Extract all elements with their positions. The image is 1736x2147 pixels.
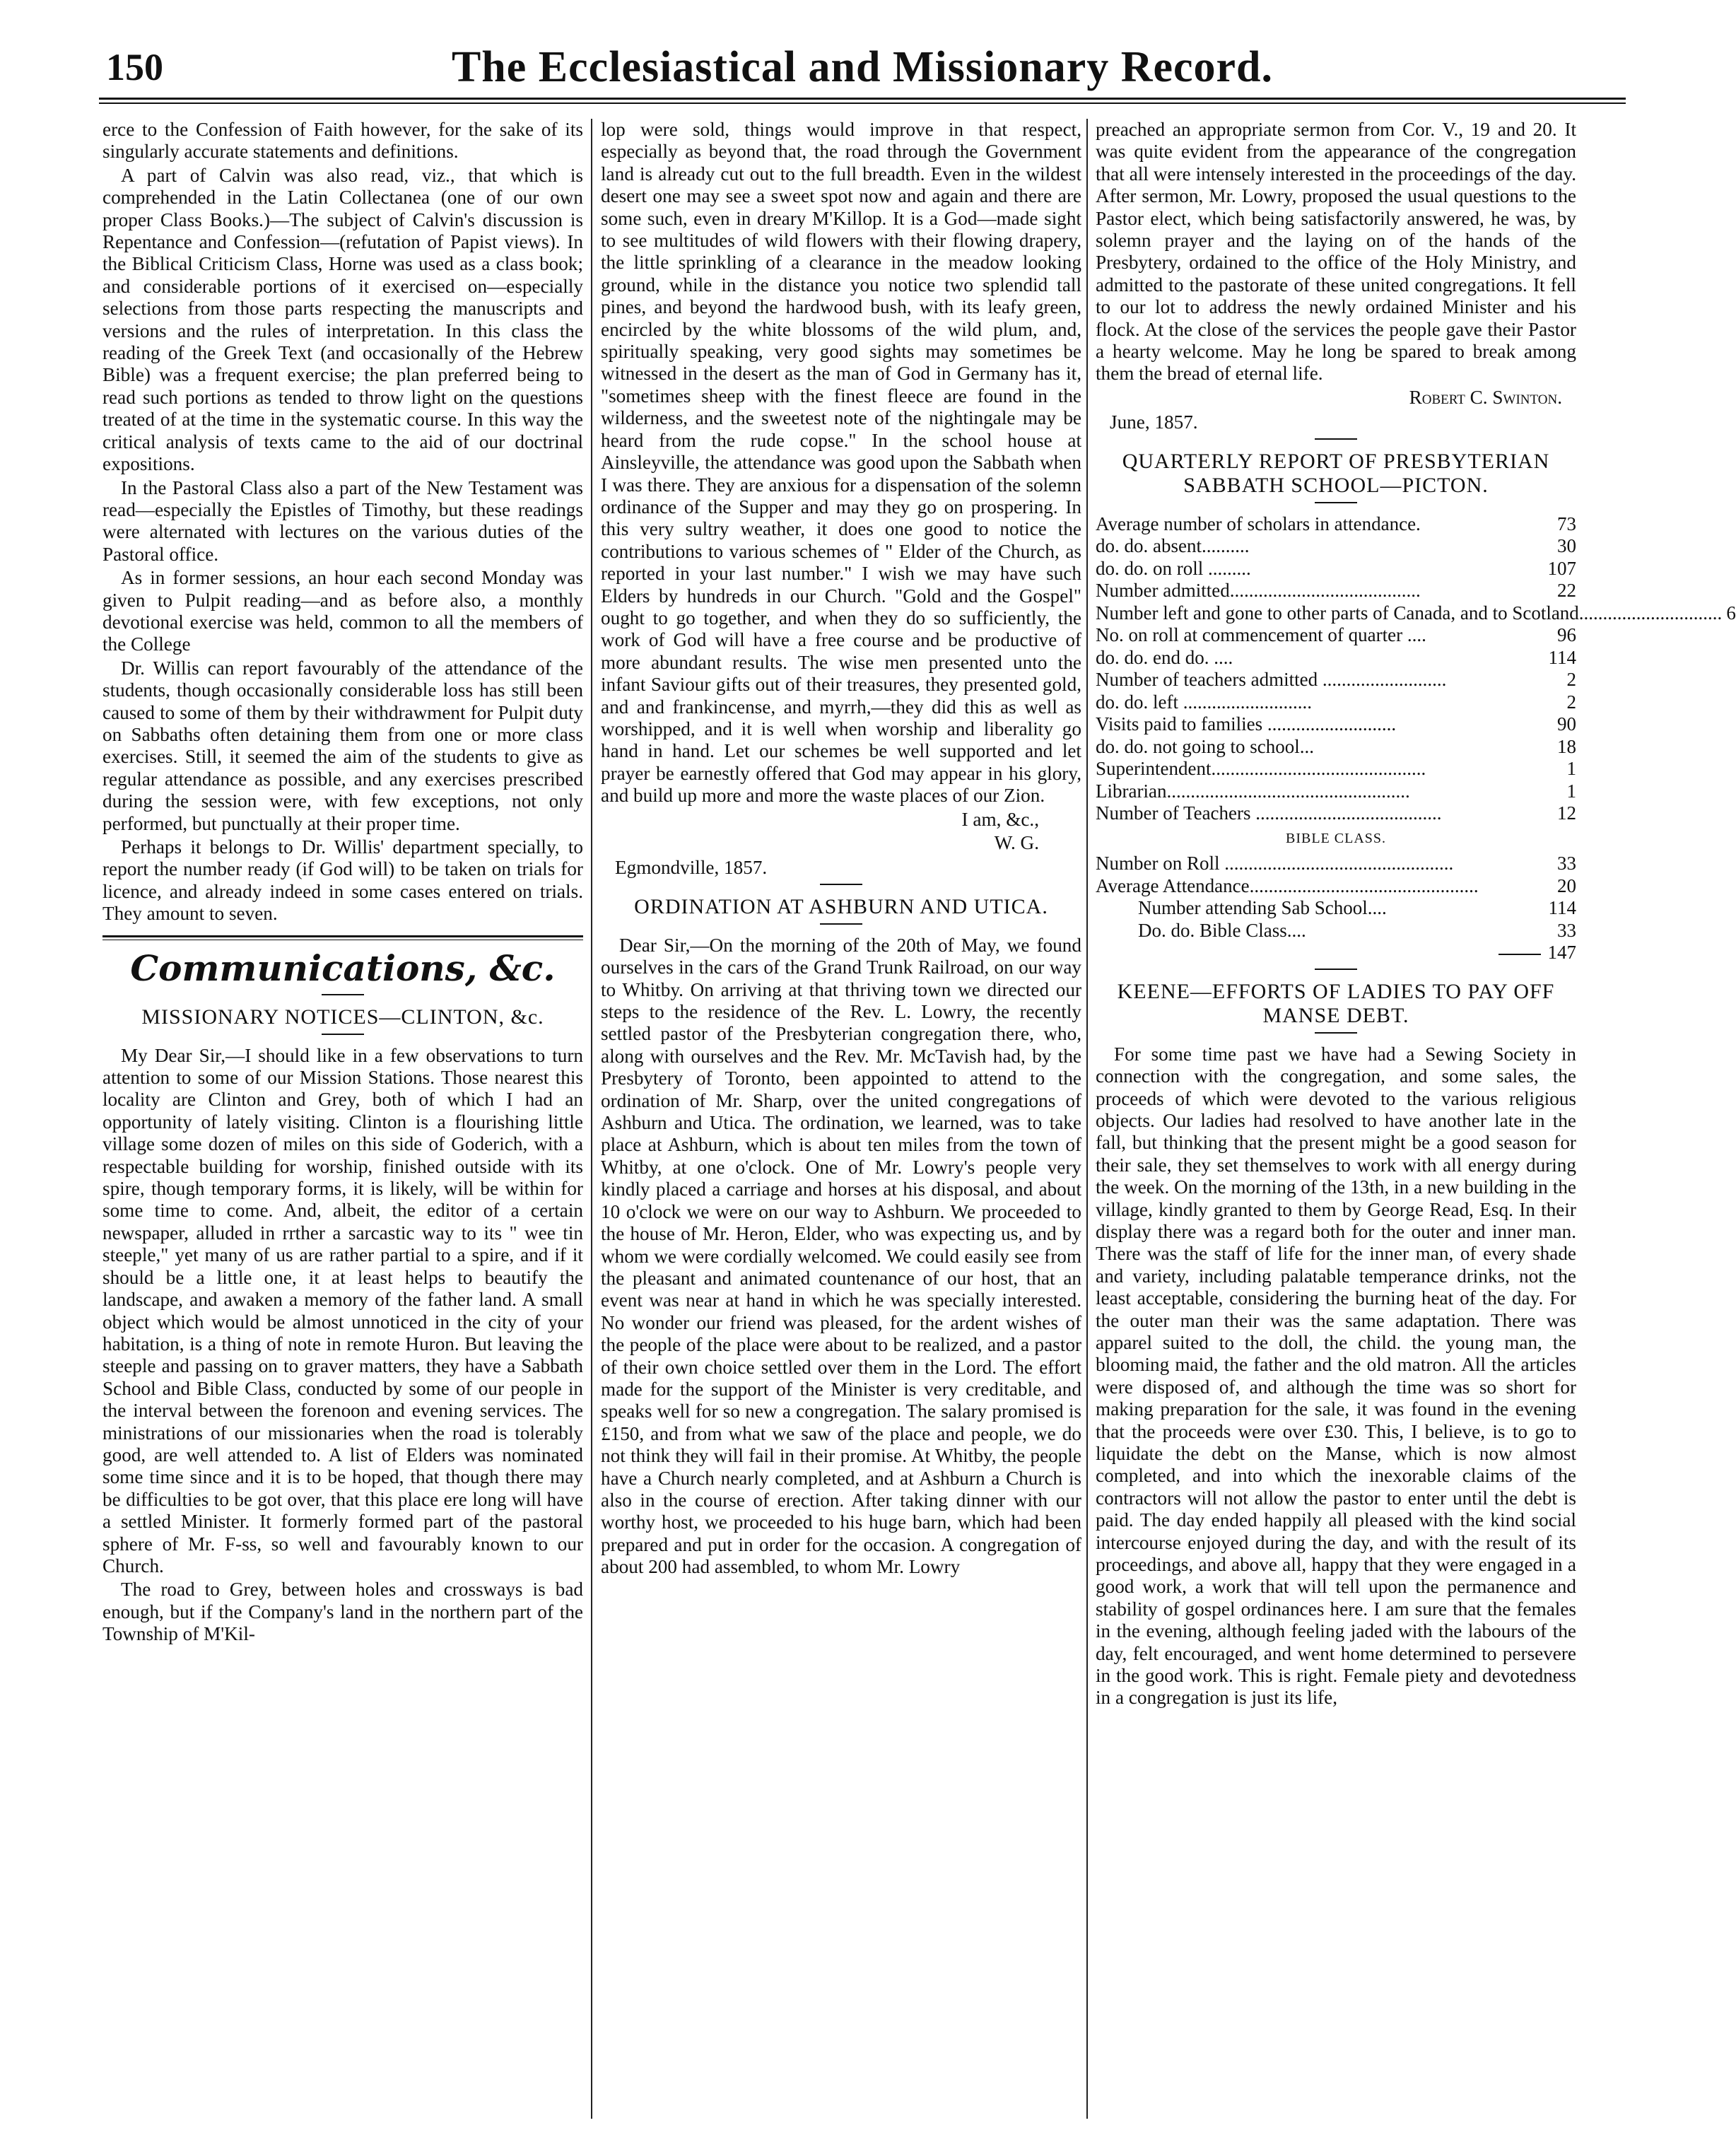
short-rule xyxy=(1315,438,1357,440)
short-rule xyxy=(322,1034,364,1035)
article-heading: MISSIONARY NOTICES—CLINTON, &c. xyxy=(141,1005,544,1029)
column-divider xyxy=(1086,119,1088,2119)
article-heading: KEENE—EFFORTS OF LADIES TO PAY OFF MANSE DEBT. xyxy=(1117,979,1555,1027)
paragraph: For some time past we have had a Sewing Society in connection with the congregation, and some sales, the proceeds of which were devoted to the various religious objects. Our ladies had resolved to have another late in the fall, but thinking that the present might be a good season for their sale, they set themselves to work with all energy during the week. On the morning of the 13th, in a new building in the village, kindly granted to them by George Read, Esq. In their display there was a regard both for the outer and inner man. There was the staff of life for the inner man, of every shade and variety, including palatable temperance drinks, not the least acceptable, considering the burning heat of the day. For the outer man their was the same adaptation. There was apparel suited to the doll, the child. the young man, the blooming maid, the father and the old matron. All the articles were disposed of, and although the time was so short for making preparation for the sale, it was found in the evening that the proceeds were over £30. This, I believe, is to go to liquidate the debt on the Manse, which is now almost completed, and into which the inexorable claims of the contractors will not allow the pastor to enter until the debt is paid. The day ended happily all pleased with the kind social intercourse enjoyed during the day, and with the result of its proceedings, and above all, happy that they were engaged in a good work, a work that will tell upon the permanence and stability of gospel ordinances here. I am sure that the females in the evening, although feeling jaded with the labours of the day, felt encouraged, and went home determined to persevere in the good work. This is right. Female piety and devotedness in a congregation is just its life, xyxy=(1096,1043,1576,1709)
signature-line: Robert C. Swinton. xyxy=(1409,386,1562,408)
total-value xyxy=(1499,942,1577,964)
short-rule xyxy=(820,884,862,885)
bible-class-rows xyxy=(1096,853,1576,897)
total-rule xyxy=(1499,954,1541,955)
report-row xyxy=(1096,647,1576,669)
report-row xyxy=(1096,920,1576,942)
report-row xyxy=(1096,853,1576,875)
row-value: 18 xyxy=(1557,735,1576,757)
signature-line: I am, &c., xyxy=(961,808,1039,830)
row-value: 96 xyxy=(1557,624,1576,646)
report-row xyxy=(1096,535,1576,558)
row-label: Number admitted........................................ xyxy=(1096,580,1421,602)
report-row xyxy=(1096,897,1576,920)
report-row xyxy=(1096,513,1576,536)
row-label: Superintendent............................................. xyxy=(1096,758,1426,780)
column-3 xyxy=(1096,119,1736,2119)
column-2 xyxy=(601,119,1081,2119)
article-heading: ORDINATION AT ASHBURN AND UTICA. xyxy=(634,894,1048,918)
report-row xyxy=(1096,624,1576,647)
subheading: BIBLE CLASS. xyxy=(1285,830,1387,846)
row-label: do. do. left ........................... xyxy=(1096,691,1312,713)
paragraph: A part of Calvin was also read, viz., that which is comprehended in the Latin Collectanea (one of our own proper Class Books.)—The subject of Calvin's discussion is Repentance and Confession—(refutation of Papist views). In the Biblical Criticism Class, Horne was used as a class book; and considerable portions of it exercised on—especially selections from those parts respecting the manuscripts and versions and the rules of interpretation. In this class the reading of the Greek Text (and occasionally of the Hebrew Bible) was a frequent exercise; the plan preferred being to read such portions as tended to throw light on the questions treated of at the time in the systematic course. In this way the critical analysis of texts came to the aid of our doctrinal expositions. xyxy=(102,164,583,475)
row-label: Number left and gone to other parts of Canada, and to Scotland.............................. xyxy=(1096,602,1723,624)
paragraph: Dr. Willis can report favourably of the attendance of the students, though occasionally considerable loss has still been caused to some of them by their withdrawment for Pulpit duty on Sabbaths often detaining them from one or more class exercises. Still, it seemed the aim of the students to give as regular attendance as possible, and any exercises prescribed during the session were, with few exceptions, not only performed, but punctually at their proper time. xyxy=(102,657,583,834)
paragraph: In the Pastoral Class also a part of the New Testament was read—especially the Epistles of Timothy, but these readings were alternated with lectures on the various duties of the Pastoral office. xyxy=(102,476,583,565)
paragraph: Perhaps it belongs to Dr. Willis' department specially, to report the number ready (if God will) to be taken on trials for licence, and already indeed in some cases entered on trials. They amount to seven. xyxy=(102,836,583,925)
report-row xyxy=(1096,875,1576,898)
section-title: Communications, &c. xyxy=(130,947,556,989)
paragraph: As in former sessions, an hour each second Monday was given to Pulpit reading—and as before also, a monthly devotional exercise was held, common to all the members of the College xyxy=(102,567,583,655)
row-label: Visits paid to families ........................... xyxy=(1096,713,1397,735)
row-label: Number of teachers admitted .......................... xyxy=(1096,669,1447,691)
row-value: 2 xyxy=(1566,691,1576,713)
row-value: 6 xyxy=(1726,602,1736,624)
row-value: 12 xyxy=(1557,802,1576,824)
row-label: do. do. on roll ......... xyxy=(1096,557,1251,579)
row-value: 114 xyxy=(1548,646,1576,668)
short-rule xyxy=(1315,1032,1357,1034)
row-label: Number on Roll ................................................ xyxy=(1096,853,1454,874)
paragraph: preached an appropriate sermon from Cor. V., 19 and 20. It was quite evident from the appearance of the congregation that all were intensely interested in the proceedings of the day. After sermon, Mr. Lowry, proposed the usual questions to the Pastor elect, which being satisfactorily answered, he was, by solemn prayer and the laying on of the hands of the Presbytery, ordained to the office of the Holy Ministry, and admitted to the pastorate of these united congregations. It fell to our lot to address the newly ordained Minister and his flock. At the close of the services the people gave their Pastor a hearty welcome. May he long be spared to break among them the bread of eternal life. xyxy=(1096,119,1576,385)
row-label: Number of Teachers ....................................... xyxy=(1096,802,1442,824)
row-value: 33 xyxy=(1557,919,1576,941)
row-value: 107 xyxy=(1547,557,1576,579)
paragraph: lop were sold, things would improve in that respect, especially as beyond that, the road through the Government land is already cut out to the full breadth. Even in the wildest desert one may see a sweet spot now and again and there are some such, even in dreary M'Killop. It is a God—made sight to see multitudes of wild flowers with their flowing drapery, the little sprinkling of a clearance in the meadow looking ground, while in the distance you notice two splendid tall pines, and beyond the hardwood bush, with its leafy green, encircled by the white blossoms of the wild plum, and, spiritually speaking, very good sights may sometimes be witnessed in the desert as the man of God in Germany has it, "sometimes sheep with the finest fleece are found in the wilderness, and the sweetest note of the nightingale may be heard from the rude copse." In the school house at Ainsleyville, the attendance was good upon the Sabbath when I was there. They are anxious for a dispensation of the solemn ordinance of the Supper and may they go on prospering. In this very sultry weather, it does one good to notice the contributions to various schemes of " Elder of the Church, as reported in your last number." I wish we may have such Elders by hundreds in our Church. "Gold and the Gospel" ought to go together, and when they do so sufficiently, the work of God will have a free course and be productive of more abundant results. The wise men presented unto the infant Saviour gifts out of their treasures, they presented gold, and and frankincense, and myrrh,—they did this as well as worshipped, and it is well when worship and liberality go hand in hand. Let our schemes be well supported and let prayer be earnestly offered that God may appear in his glory, and build up more and more the waste places of our Zion. xyxy=(601,119,1081,807)
paragraph: Dear Sir,—On the morning of the 20th of May, we found ourselves in the cars of the Grand Trunk Railroad, on our way to Whitby. On arriving at that thriving town we directed our steps to the residence of the Rev. L. Lowry, the recently settled pastor of the Presbyterian congregation there, who, along with ourselves and the Rev. Mr. McTavish had, by the Presbytery of Toronto, been appointed to attend to the ordination of Mr. Sharp, over the united congregations of Ashburn and Utica. The ordination, we learned, was to take place at Ashburn, which is about ten miles from the town of Whitby, at one o'clock. One of Mr. Lowry's people very kindly placed a carriage and horses at his disposal, and about 10 o'clock we were on our way to Ashburn. We proceeded to the house of Mr. Heron, Elder, who was expecting us, and by whom we were cordially welcomed. We could easily see from the pleasant and animated countenance of our host, that an event was near at hand in which he was specially interested. No wonder our friend was pleased, for the ardent wishes of the people of the place were about to be realized, and a pastor of their own choice settled over them in the Lord. The effort made for the support of the Minister is very creditable, and speaks well for so new a congregation. The salary promised is £150, and from what we saw of the place and people, we do not think they will fail in their promise. At Whitby, the people have a Church nearly completed, and at Ashburn a Church is also in the course of erection. After taking dinner with our worthy host, we proceeded to his huge barn, which had been prepared and put in order for the occasion. A congregation of about 200 had assembled, to whom Mr. Lowry xyxy=(601,934,1081,1578)
signature-initials: W. G. xyxy=(994,832,1039,853)
report-row xyxy=(1096,736,1576,759)
row-value: 114 xyxy=(1548,897,1576,919)
row-value: 2 xyxy=(1566,669,1576,691)
row-value: 1 xyxy=(1566,758,1576,780)
column-1 xyxy=(102,119,583,2119)
row-value: 33 xyxy=(1557,853,1576,874)
report-table xyxy=(1096,513,1736,964)
report-total-row xyxy=(1096,942,1576,964)
section-rule xyxy=(102,935,583,940)
page-header xyxy=(99,42,1626,99)
row-label: No. on roll at commencement of quarter .... xyxy=(1096,624,1426,646)
column-divider xyxy=(591,119,592,2119)
report-row xyxy=(1096,780,1576,803)
row-label: do. do. not going to school... xyxy=(1096,735,1314,757)
paragraph: The road to Grey, between holes and crossways is bad enough, but if the Company's land in the northern part of the Township of M'Kil- xyxy=(102,1579,583,1645)
report-rows xyxy=(1096,513,1736,825)
report-row xyxy=(1096,669,1576,691)
row-label: Average number of scholars in attendance. xyxy=(1096,513,1421,534)
dateline: June, 1857. xyxy=(1110,411,1198,433)
short-rule xyxy=(1315,502,1357,503)
paragraph: erce to the Confession of Faith however, for the sake of its singularly accurate statements and definitions. xyxy=(102,119,583,163)
row-value: 20 xyxy=(1557,874,1576,896)
report-row xyxy=(1096,602,1736,625)
row-value: 22 xyxy=(1557,580,1576,602)
report-row xyxy=(1096,758,1576,780)
row-label: do. do. absent.......... xyxy=(1096,535,1250,557)
short-rule xyxy=(322,994,364,995)
row-value: 73 xyxy=(1557,513,1576,534)
dateline: Egmondville, 1857. xyxy=(615,857,768,879)
short-rule xyxy=(820,923,862,925)
report-row xyxy=(1096,580,1576,602)
row-label: Do. do. Bible Class.... xyxy=(1138,919,1306,941)
running-title: The Ecclesiastical and Missionary Record. xyxy=(451,43,1274,91)
report-row xyxy=(1096,558,1576,580)
short-rule xyxy=(1315,969,1357,970)
row-label: Librarian................................................... xyxy=(1096,780,1410,802)
report-row xyxy=(1096,691,1576,714)
total-number: 147 xyxy=(1547,942,1576,964)
row-label: do. do. end do. .... xyxy=(1096,646,1233,668)
row-label: Average Attendance................................................ xyxy=(1096,874,1479,896)
row-value: 90 xyxy=(1557,713,1576,735)
report-row xyxy=(1096,802,1576,825)
page-number: 150 xyxy=(106,46,163,88)
row-label: Number attending Sab School.... xyxy=(1138,897,1387,919)
paragraph: My Dear Sir,—I should like in a few observations to turn attention to some of our Mission Stations. Those nearest this locality are Clinton and Grey, both of which I had an opportunity of lately visiting. Clinton is a flourishing little village some dozen of miles on this side of Goderich, with a respectable building for worship, finished outside with its spire, though temporary forms, it is likely, will be within for some time to come. And, albeit, the editor of a certain newspaper, alluded in rrther a sarcastic way to its " wee tin steeple," yet many of us are rather partial to a spire, and if it should be a little one, it at least helps to beautify the landscape, and awaken a memory of the father land. A small object which would be almost unnoticed in the city of your habitation, is a thing of note in remote Huron. But leaving the steeple and passing on to graver matters, they have a Sabbath School and Bible Class, conducted by some of our people in the interval between the forenoon and evening services. The ministrations of our missionaries when the road is tolerably good, are well attended to. A list of Elders was nominated some time since and it is to be hoped, that though there may be difficulties to be got over, that this place ere long will have a settled Minister. It formerly formed part of the pastoral sphere of Mr. F-ss, so well and favourably known to our Church. xyxy=(102,1044,583,1576)
row-value: 1 xyxy=(1566,780,1576,802)
report-row xyxy=(1096,713,1576,736)
article-heading: QUARTERLY REPORT OF PRESBYTERIAN SABBATH SCHOOL—PICTON. xyxy=(1122,449,1550,497)
header-rule xyxy=(99,98,1626,104)
row-value: 30 xyxy=(1557,535,1576,557)
